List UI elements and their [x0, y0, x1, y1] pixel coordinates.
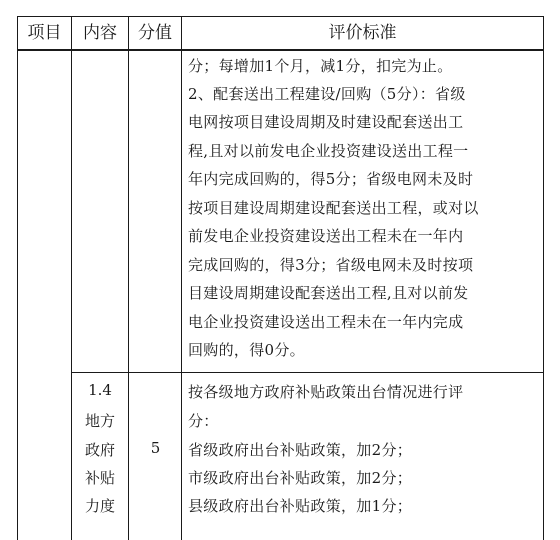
- criteria-line: 县级政府出台补贴政策，加1分；: [188, 497, 413, 515]
- criteria-line: 程,且对以前发电企业投资建设送出工程一: [188, 142, 469, 160]
- criteria-line: 前发电企业投资建设送出工程未在一年内: [188, 227, 464, 245]
- row-divider: [71, 372, 544, 373]
- column-divider-1: [71, 16, 72, 540]
- score-value: 5: [150, 439, 161, 457]
- content-text: 政府: [84, 441, 115, 459]
- content-text: 地方: [84, 412, 115, 430]
- header-criteria: 评价标准: [328, 23, 397, 43]
- criteria-line: 市级政府出台补贴政策，加2分；: [188, 469, 413, 487]
- header-score: 分值: [138, 23, 172, 43]
- criteria-line: 分；每增加1个月，减1分，扣完为止。: [188, 57, 453, 75]
- criteria-line: 年内完成回购的，得5分；省级电网未及时: [188, 170, 474, 188]
- criteria-line: 分：: [188, 412, 219, 430]
- content-item-number: 1.4: [88, 381, 112, 399]
- criteria-line: 省级政府出台补贴政策，加2分；: [188, 441, 413, 459]
- column-divider-2: [128, 16, 129, 540]
- header-content: 内容: [83, 23, 117, 43]
- content-text: 补贴: [84, 469, 115, 487]
- criteria-line: 回购的，得0分。: [188, 341, 305, 359]
- criteria-line: 按各级地方政府补贴政策出台情况进行评: [188, 383, 464, 401]
- table-right-border: [543, 16, 544, 540]
- header-project: 项目: [27, 23, 62, 43]
- column-divider-3: [181, 16, 182, 540]
- criteria-line: 按项目建设周期建设配套送出工程，或对以: [188, 199, 479, 217]
- criteria-line: 目建设周期建设配套送出工程,且对以前发: [188, 284, 469, 302]
- criteria-line: 电网按项目建设周期及时建设配套送出工: [188, 113, 464, 131]
- content-text: 力度: [84, 497, 115, 515]
- table-left-border: [17, 16, 18, 540]
- criteria-line: 2、配套送出工程建设/回购（5分）：省级: [188, 85, 466, 103]
- criteria-line: 电企业投资建设送出工程未在一年内完成: [188, 313, 464, 331]
- criteria-line: 完成回购的，得3分；省级电网未及时按项: [188, 256, 474, 274]
